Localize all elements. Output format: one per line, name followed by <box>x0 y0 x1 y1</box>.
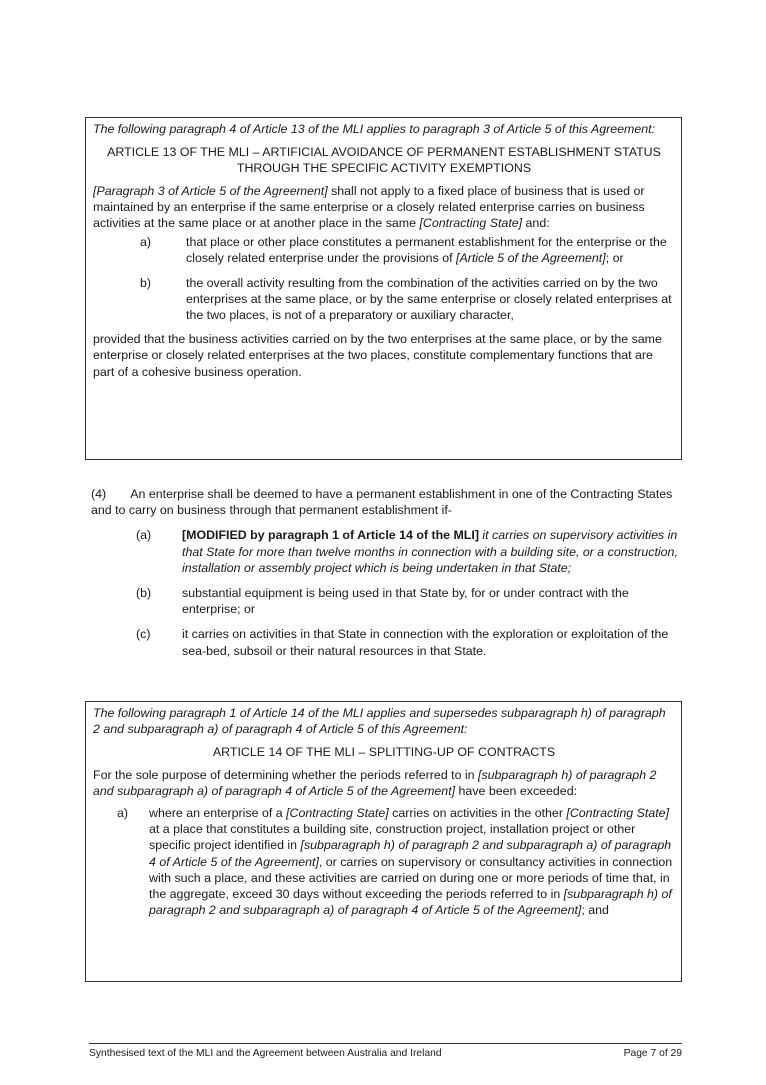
page-footer <box>89 1043 682 1060</box>
main-item-a <box>91 527 681 576</box>
box1-item-a-ref: [Article 5 of the Agreement] <box>456 251 606 266</box>
box1-intro: The following paragraph 4 of Article 13 of the MLI applies to paragraph 3 of Article 5 of this Agreement: <box>93 122 656 136</box>
box2-item-a-r3: [subparagraph h) of paragraph 2 and subparagraph a) of paragraph 4 of Article 5 of the Agreement] <box>149 838 672 869</box>
box2-intro: The following paragraph 1 of Article 14 of the MLI applies and supersedes subparagraph h) of paragraph 2 and subparagraph a) of paragraph 4 of Article 5 of this Agreement: <box>93 706 666 737</box>
box2-item-a-label: a) <box>117 806 129 821</box>
box1-item-a-text2: ; or <box>605 251 624 266</box>
main-item-b <box>91 585 681 617</box>
box2-item-a-t1: where an enterprise of a <box>149 806 287 821</box>
box1-para-text1: shall not apply to a fixed place of business that is used or maintained by an enterprise if the same enterprise or a closely related enterprise carries on business activities at the same place or at another place in the same <box>93 183 645 231</box>
box2-item-a-t4: , or carries on supervisory or consultancy activities in connection with such a place, and these activities are carried on during one or more periods of time that, in the aggregate, exceed 30 days without exceeding the periods referred to in <box>149 854 673 902</box>
box1-closing: provided that the business activities carried on by the two enterprises at the same place, or by the same enterprise or closely related enterprises at the two places, constitute complementary functions that are part of a cohesive business operation. <box>93 332 662 379</box>
main-item-b-label: (b) <box>136 586 152 601</box>
box2-item-a-t2: carries on activities in the other <box>388 806 567 821</box>
mli-article-13-box <box>85 117 682 460</box>
page-number: Page 7 of 29 <box>623 1048 682 1059</box>
box1-item-a <box>93 234 675 266</box>
box2-heading: ARTICLE 14 OF THE MLI – SPLITTING-UP OF CONTRACTS <box>212 745 556 760</box>
main-item-b-text: substantial equipment is being used in that State by, for or under contract with the enterprise; or <box>182 586 629 617</box>
box1-heading: ARTICLE 13 OF THE MLI – ARTIFICIAL AVOIDANCE OF PERMANENT ESTABLISHMENT STATUS THROUGH THE SPECIFIC ACTIVITY EXEMPTIONS <box>107 145 661 176</box>
box2-item-a-r2: [Contracting State] <box>566 806 670 821</box>
main-text: An enterprise shall be deemed to have a permanent establishment in one of the Contracting States and to carry on business through that permanent establishment if- <box>91 487 673 518</box>
box2-para-text1: For the sole purpose of determining whether the periods referred to in <box>93 767 479 782</box>
main-paragraph <box>91 486 681 518</box>
main-item-a-label: (a) <box>136 528 152 543</box>
main-item-a-bold: [MODIFIED by paragraph 1 of Article 14 of the MLI] <box>182 528 479 543</box>
box2-para-ref: [subparagraph h) of paragraph 2 and subparagraph a) of paragraph 4 of Article 5 of the Agreement] <box>93 767 657 798</box>
main-item-c-text: it carries on activities in that State in connection with the exploration or exploitation of the sea-bed, subsoil or their natural resources in that State. <box>182 627 669 658</box>
box1-item-b-text: the overall activity resulting from the combination of the activities carried on by the two enterprises at the same place, or by the same enterprise or closely related enterprises at the two places, is not of a preparatory or auxiliary character, <box>186 275 672 323</box>
box2-item-a-t3: at a place that constitutes a building site, construction project, installation project or other specific project identified in <box>149 822 636 853</box>
box1-para-ref: [Paragraph 3 of Article 5 of the Agreement] <box>93 183 328 198</box>
box1-item-a-label: a) <box>140 235 152 250</box>
box1-para-ref2: [Contracting State] <box>419 216 523 231</box>
box2-item-a-r4: [subparagraph h) of paragraph 2 and subparagraph a) of paragraph 4 of Article 5 of the Agreement] <box>149 887 672 918</box>
box2-para-text2: have been exceeded: <box>455 783 578 798</box>
box2-item-a <box>93 805 675 918</box>
box1-paragraph <box>93 183 675 232</box>
mli-article-14-box <box>85 701 682 982</box>
main-item-c <box>91 626 681 658</box>
box1-item-b-label: b) <box>140 275 152 290</box>
box1-item-b <box>93 275 675 324</box>
box2-item-a-r1: [Contracting State] <box>286 806 389 821</box>
article-5-paragraph-4 <box>91 486 681 659</box>
main-num: (4) <box>91 487 107 501</box>
box1-item-a-text1: that place or other place constitutes a permanent establishment for the enterprise or the closely related enterprise under the provisions of <box>186 235 667 266</box>
box2-item-a-t5: ; and <box>581 903 609 918</box>
box2-paragraph <box>93 767 675 799</box>
footer-title: Synthesised text of the MLI and the Agreement between Australia and Ireland <box>89 1048 442 1059</box>
main-item-c-label: (c) <box>136 627 151 642</box>
box1-para-text2: and: <box>522 216 550 231</box>
main-item-a-italic: it carries on supervisory activities in that State for more than twelve months in connection with a building site, or a construction, installation or assembly project which is being undertaken in that State; <box>182 528 678 575</box>
